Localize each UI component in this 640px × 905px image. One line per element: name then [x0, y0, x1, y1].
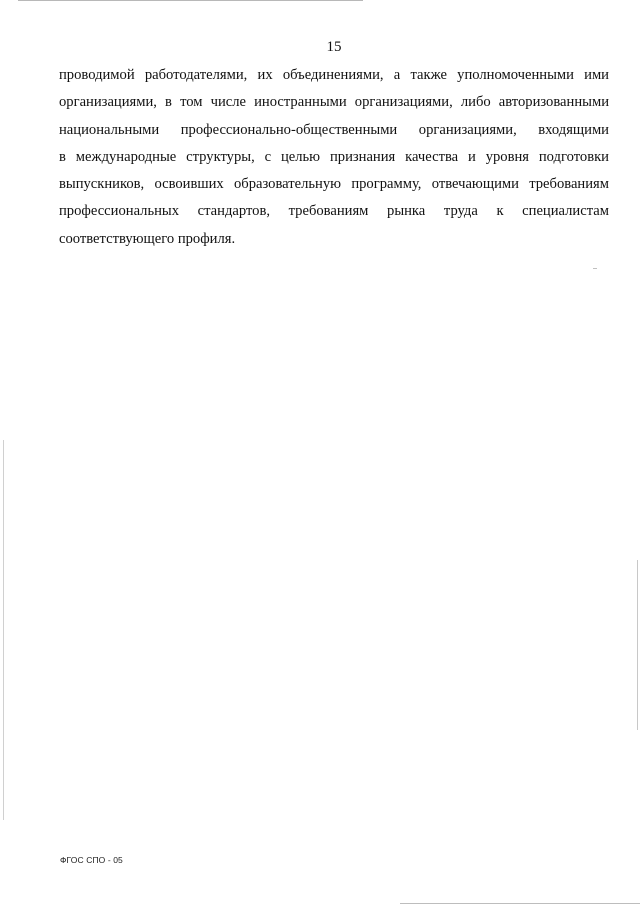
- document-footer-code: ФГОС СПО - 05: [60, 855, 123, 865]
- scan-speck: [593, 268, 597, 269]
- body-paragraph: [59, 62, 609, 253]
- scan-edge-bottom: [400, 903, 640, 904]
- scan-edge-top: [18, 0, 363, 1]
- paragraph-line: организациями, в том числе иностранными организациями, либо авторизованными: [59, 94, 609, 111]
- paragraph-line: национальными профессионально-общественными организациями, входящими: [59, 121, 609, 138]
- paragraph-line: проводимой работодателями, их объединениями, а также уполномоченными ими: [59, 67, 609, 83]
- paragraph-line: в международные структуры, с целью признания качества и уровня подготовки: [59, 148, 609, 165]
- page-number: 15: [326, 39, 342, 55]
- scan-edge-left: [3, 440, 4, 820]
- paragraph-line: профессиональных стандартов, требованиям рынка труда к специалистам: [59, 203, 609, 220]
- paragraph-line: выпускников, освоивших образовательную программу, отвечающими требованиям: [59, 176, 609, 193]
- scan-edge-right: [637, 560, 638, 730]
- paragraph-line: соответствующего профиля.: [59, 230, 236, 247]
